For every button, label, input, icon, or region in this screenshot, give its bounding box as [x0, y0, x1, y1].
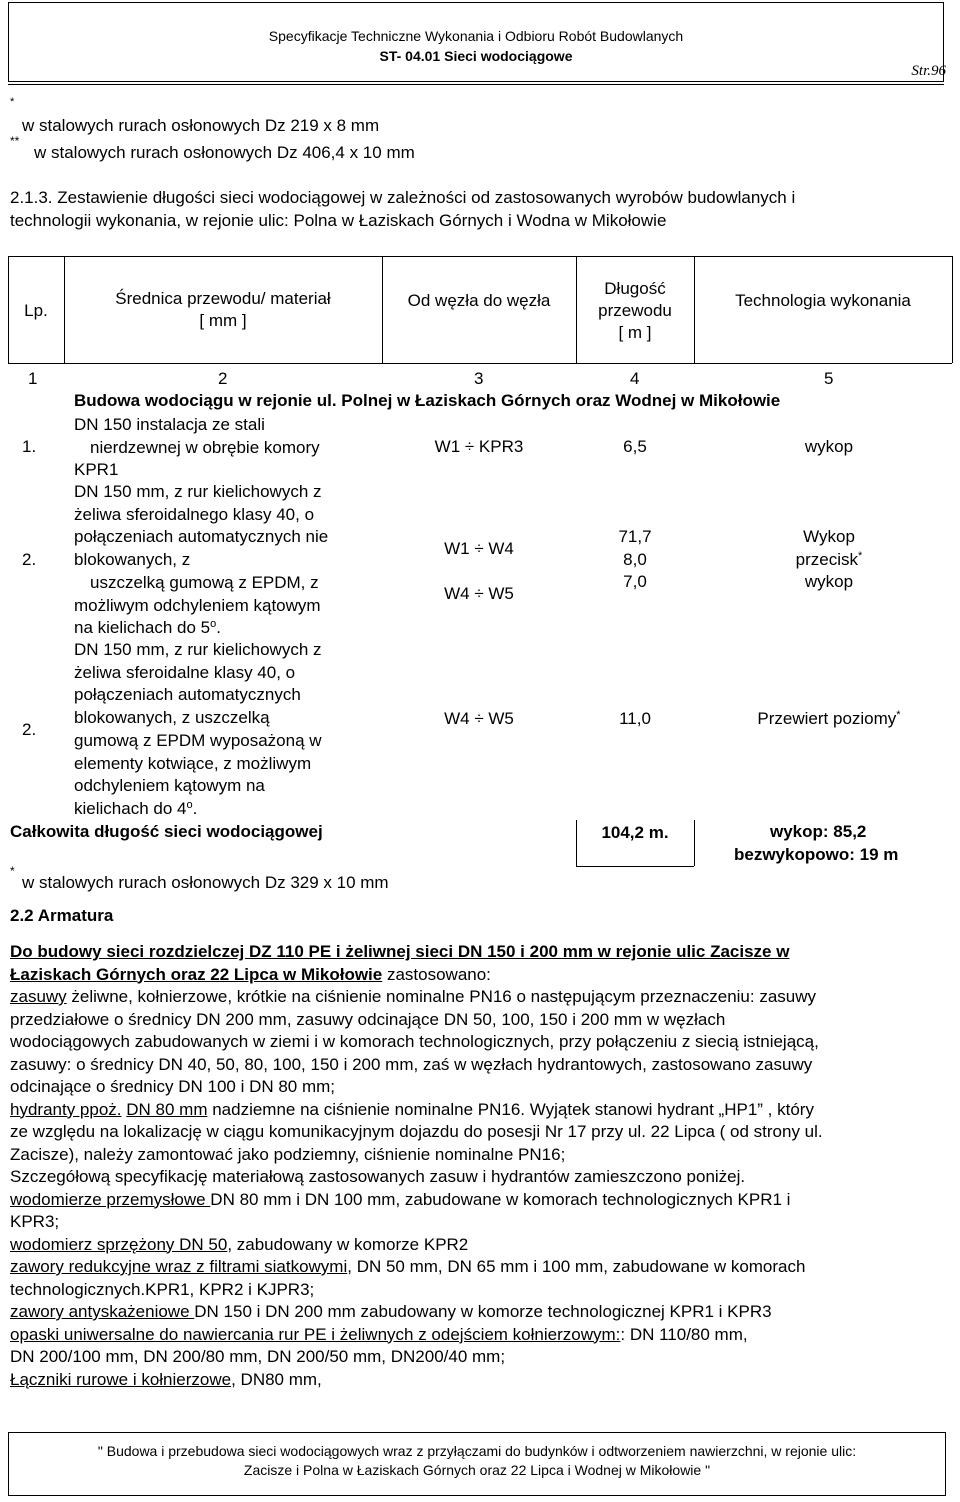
th-lp: Lp.: [24, 301, 48, 320]
row3-lp: 2.: [22, 720, 37, 739]
row2-dl: [576, 526, 694, 594]
row1-od: W1 ÷ KPR3: [434, 437, 524, 456]
row1-dl: 6,5: [623, 437, 647, 456]
armatura-heading: 2.2 Armatura: [10, 906, 114, 925]
para-span: żeliwne, kołnierzowe, krótkie na ciśnienie nominalne PN16 o następującym przeznaczeniu: zasuwy: [66, 987, 817, 1006]
note-top-1: [10, 96, 15, 126]
desc-line: [74, 617, 328, 640]
col-number: 1: [28, 369, 38, 388]
armatura-body: [10, 941, 945, 1391]
total-label: Całkowita długość sieci wodociągowej: [10, 822, 323, 841]
para-line: [10, 986, 945, 1009]
header-subtitle: ST- 04.01 Sieci wodociągowe: [379, 48, 573, 64]
para-line: [10, 1099, 945, 1122]
page-number: Str.96: [911, 63, 946, 79]
section-213-line2: technologii wykonania, w rejonie ulic: Polna w Łaziskach Górnych i Wodna w Mikołowie: [10, 211, 667, 230]
para-line: wodociągowych zabudowanych w ziemi i w komorach technologicznych, przy połączeniu z siecią istniejącą,: [10, 1032, 819, 1051]
desc-line: odchyleniem kątowym na: [74, 776, 265, 796]
desc-line: połączeniach automatycznych: [74, 685, 301, 705]
row2-tech: [694, 526, 960, 594]
para-line: przedziałowe o średnicy DN 200 mm, zasuwy odcinające DN 50, 100, 150 i 200 mm w węzłach: [10, 1009, 726, 1029]
desc-dot: .: [216, 618, 221, 638]
row3-od: W4 ÷ W5: [444, 709, 514, 728]
para-span: Łaziskach Górnych oraz 22 Lipca w Mikołowie: [10, 964, 383, 984]
th-dlugosc-1: Długość: [604, 279, 666, 298]
para-span: zasuwy: [10, 987, 67, 1006]
para-line: [10, 1369, 945, 1392]
footnote-mark-2: **: [10, 134, 20, 148]
para-span: : DN 110/80 mm,: [620, 1324, 748, 1344]
row1-tech: wykop: [804, 437, 854, 456]
tech-value: [694, 549, 960, 572]
footnote-mark: *: [896, 709, 901, 721]
desc-line: blokowanych, z: [74, 550, 191, 570]
row3-dl: 11,0: [619, 709, 651, 728]
para-line: ze względu na lokalizację w ciągu komunikacyjnym dojazdu do posesji Nr 17 przy ul. 22 Lipca ( od strony ul.: [10, 1122, 823, 1141]
para-span: Łączniki rurowe i kołnierzowe: [10, 1369, 232, 1389]
para-span: wodomierz sprzężony DN 50: [10, 1234, 228, 1254]
dl-value: 8,0: [623, 549, 647, 569]
note-top-2-text: w stalowych rurach osłonowych Dz 406,4 x 10 mm: [34, 143, 415, 162]
header: [8, 2, 944, 66]
para-line: [10, 1301, 945, 1324]
degree-mark: o: [186, 798, 193, 811]
para-line: technologicznych.KPR1, KPR2 i KJPR3;: [10, 1279, 315, 1299]
th-srednica-1: Średnica przewodu/ materiał: [115, 289, 331, 308]
degree-mark: o: [210, 618, 217, 631]
para-line: Zacisze), należy zamontować jako podziemny, ciśnienie nominalne PN16;: [10, 1144, 566, 1164]
th-tech: Technologia wykonania: [735, 291, 911, 310]
footnote-mark: *: [10, 96, 15, 108]
row2-lp: 2.: [22, 550, 37, 569]
para-span: DN 80 mm i DN 100 mm, zabudowane w komorach technologicznych KPR1 i: [210, 1189, 791, 1209]
col-number: 2: [218, 369, 228, 388]
th-dlugosc-2: przewodu: [598, 301, 672, 320]
row2-desc: [74, 481, 328, 640]
desc-text: na kielichach do 5: [74, 618, 211, 638]
para-line: [10, 1234, 945, 1257]
para-line: odcinające o średnicy DN 100 i DN 80 mm;: [10, 1077, 336, 1096]
total-tech-1: wykop: 85,2: [770, 822, 867, 841]
para-line: KPR3;: [10, 1212, 60, 1231]
th-srednica-2: [ mm ]: [199, 311, 247, 330]
od-value: W4 ÷ W5: [444, 584, 514, 603]
tech-value: wykop: [804, 572, 854, 591]
footer-line-2: Zacisze i Polna w Łaziskach Górnych oraz 22 Lipca i Wodnej w Mikołowie ": [243, 1462, 711, 1478]
row1-lp: 1.: [22, 437, 37, 456]
para-span: , DN80 mm,: [231, 1369, 322, 1389]
tech-text: Przewiert poziomy: [757, 709, 897, 728]
header-title: Specyfikacje Techniczne Wykonania i Odbioru Robót Budowlanych: [268, 28, 684, 44]
desc-line: elementy kotwiące, z możliwym: [74, 753, 312, 773]
th-od: Od węzła do węzła: [407, 291, 551, 310]
row3-desc: [74, 639, 322, 821]
para-span: wodomierze przemysłowe: [10, 1189, 211, 1209]
desc-line: DN 150 mm, z rur kielichowych z: [74, 640, 322, 659]
para-span: opaski uniwersalne do nawiercania rur PE i żeliwnych z odejściem kołnierzowym:: [10, 1324, 621, 1344]
total-bottom-border: [576, 866, 694, 867]
th-dlugosc: [576, 278, 694, 344]
footer-line-1: " Budowa i przebudowa sieci wodociągowych wraz z przyłączami do budynków i odtworzeniem nawierzchni, w rejonie ulic:: [97, 1443, 857, 1459]
para-line: DN 200/100 mm, DN 200/80 mm, DN 200/50 mm, DN200/40 mm;: [10, 1347, 506, 1366]
total-border: [694, 820, 695, 866]
para-span: DN 150 i DN 200 mm zabudowany w komorze technologicznej KPR1 i KPR3: [194, 1302, 772, 1321]
footer: [8, 1442, 946, 1480]
col-number: 4: [630, 369, 640, 388]
para-line: [10, 1256, 945, 1279]
note-top-1-text: w stalowych rurach osłonowych Dz 219 x 8 mm: [22, 116, 380, 135]
th-srednica: [64, 288, 382, 332]
tech-value: Wykop: [803, 527, 855, 546]
note-after-text: w stalowych rurach osłonowych Dz 329 x 10 mm: [22, 873, 389, 892]
row2-od: [382, 526, 576, 616]
dl-value: 7,0: [623, 572, 647, 591]
desc-line: uszczelką gumową z EPDM, z: [90, 572, 319, 592]
footnote-mark: *: [10, 864, 15, 878]
col-number: 3: [474, 369, 484, 388]
desc-line: blokowanych, z uszczelką: [74, 708, 270, 728]
total-value: 104,2 m.: [601, 823, 669, 842]
table-header-bottom: [8, 363, 952, 364]
desc-line: nierdzewnej w obrębie komory: [90, 437, 320, 457]
desc-line: połączeniach automatycznych nie: [74, 527, 329, 547]
para-line: [10, 1189, 945, 1212]
desc-line: [74, 798, 322, 821]
para-span: zawory antyskażeniowe: [10, 1302, 195, 1321]
para-span: hydranty ppoż.: [10, 1099, 122, 1119]
desc-line: żeliwa sferoidalnego klasy 40, o: [74, 504, 315, 524]
para-line: [10, 964, 945, 987]
col-number: 5: [824, 369, 834, 388]
para-line: [10, 1324, 945, 1347]
dl-value: 71,7: [618, 527, 652, 546]
section-213-line1: 2.1.3. Zestawienie długości sieci wodociągowej w zależności od zastosowanych wyrobów budowlanych i: [10, 188, 796, 207]
table-top-border: [8, 256, 952, 257]
od-value: W1 ÷ W4: [444, 539, 514, 558]
para-span: zastosowano:: [382, 964, 491, 984]
table-col-border: [952, 256, 953, 363]
desc-line: DN 150 instalacja ze stali: [74, 415, 265, 434]
desc-line: DN 150 mm, z rur kielichowych z: [74, 482, 322, 501]
row3-tech: [694, 708, 960, 730]
group-title: Budowa wodociągu w rejonie ul. Polnej w Łaziskach Górnych oraz Wodnej w Mikołowie: [74, 391, 781, 410]
desc-line: możliwym odchyleniem kątowym: [74, 595, 321, 615]
footnote-mark: *: [858, 549, 863, 562]
para-span: nadziemne na ciśnienie nominalne PN16. Wyjątek stanowi hydrant „HP1” , który: [207, 1099, 814, 1119]
desc-text: kielichach do 4: [74, 798, 187, 818]
desc-line: KPR1: [74, 460, 119, 479]
para-span: , DN 50 mm, DN 65 mm i 100 mm, zabudowane w komorach: [347, 1257, 806, 1276]
row1-desc: [74, 414, 320, 482]
para-span: zawory redukcyjne wraz z filtrami siatkowymi: [10, 1257, 348, 1276]
para-line: zasuwy: o średnicy DN 40, 50, 80, 100, 150 i 200 mm, zaś w węzłach hydrantowych, zastosowano zasuwy: [10, 1054, 813, 1074]
header-rule: [8, 84, 944, 85]
th-dlugosc-3: [ m ]: [618, 323, 652, 342]
total-tech-2: bezwykopowo: 19 m: [734, 845, 899, 864]
desc-dot: .: [192, 798, 198, 818]
para-line: Szczegółową specyfikację materiałową zastosowanych zasuw i hydrantów zamieszczono poniżej.: [10, 1167, 746, 1186]
tech-text: przecisk: [795, 549, 859, 569]
para-span: DN 80 mm: [126, 1099, 208, 1119]
desc-line: żeliwa sferoidalne klasy 40, o: [74, 662, 296, 682]
para-line: Do budowy sieci rozdzielczej DZ 110 PE i żeliwnej sieci DN 150 i 200 mm w rejonie ulic Zacisze w: [10, 942, 790, 961]
para-span: , zabudowany w komorze KPR2: [227, 1234, 469, 1254]
desc-line: gumową z EPDM wyposażoną w: [74, 730, 322, 750]
